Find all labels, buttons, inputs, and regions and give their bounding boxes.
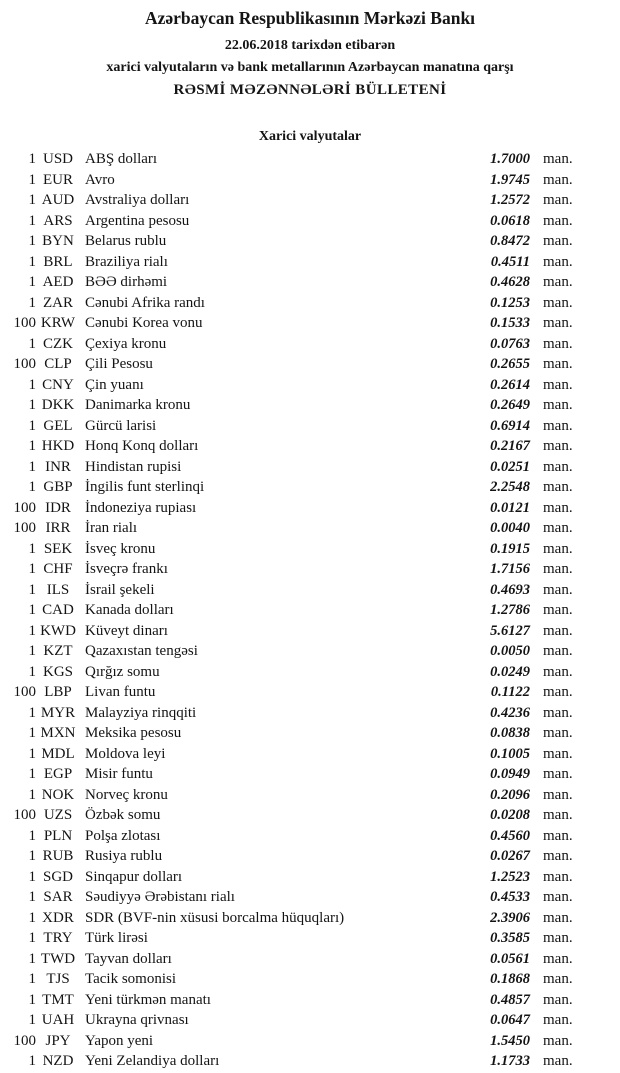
rate-value: 0.0249 xyxy=(490,663,530,680)
rate-unit-label: man. xyxy=(543,581,573,598)
currency-quantity: 100 xyxy=(13,520,36,536)
currency-row xyxy=(0,457,576,478)
currency-code: TMT xyxy=(42,991,74,1008)
currency-name: Yapon yeni xyxy=(85,1032,154,1049)
rate-unit-label: man. xyxy=(543,192,573,208)
currency-row xyxy=(0,477,576,498)
currency-name: Kanada dolları xyxy=(85,602,174,618)
rate-unit-label: man. xyxy=(543,868,573,885)
rate-unit-label: man. xyxy=(543,971,573,987)
currency-quantity: 1 xyxy=(28,786,36,803)
currency-row xyxy=(0,211,576,232)
rate-unit-label: man. xyxy=(543,356,573,372)
rate-value: 0.1253 xyxy=(490,294,530,311)
currency-name: BƏƏ dirhəmi xyxy=(85,274,168,290)
rate-unit-label: man. xyxy=(543,397,573,413)
currency-quantity: 1 xyxy=(28,643,36,659)
currency-quantity: 1 xyxy=(28,930,36,946)
currency-quantity: 1 xyxy=(28,971,36,987)
currency-code: TWD xyxy=(40,950,76,967)
currency-row xyxy=(0,518,576,539)
rate-unit-label: man. xyxy=(543,786,573,803)
bank-name-title: Azərbaycan Respublikasının Mərkəzi Bankı xyxy=(144,8,476,28)
rate-value: 1.2572 xyxy=(490,192,530,208)
rate-value: 0.3585 xyxy=(490,930,530,946)
currency-quantity: 1 xyxy=(28,274,36,290)
currency-row xyxy=(0,149,576,170)
rate-value: 0.0040 xyxy=(490,520,530,536)
currency-row xyxy=(0,785,576,806)
currency-name: Səudiyyə Ərəbistanı rialı xyxy=(85,889,235,905)
currency-row xyxy=(0,826,576,847)
rate-unit-label: man. xyxy=(543,253,573,270)
currency-quantity: 100 xyxy=(13,1032,36,1049)
rate-unit-label: man. xyxy=(543,540,573,557)
currency-row xyxy=(0,744,576,765)
currency-name: Ukrayna qrivnası xyxy=(85,1012,189,1028)
currency-code: AED xyxy=(42,274,74,290)
currency-name: Misir funtu xyxy=(85,766,153,782)
currency-quantity: 1 xyxy=(28,1012,36,1028)
rate-unit-label: man. xyxy=(543,1032,573,1049)
currency-row xyxy=(0,190,576,211)
currency-quantity: 1 xyxy=(28,151,36,167)
currency-code: RUB xyxy=(42,848,74,864)
currency-name: Çexiya kronu xyxy=(85,335,167,352)
currency-row xyxy=(0,969,576,990)
currency-row xyxy=(0,805,576,826)
rate-unit-label: man. xyxy=(543,684,573,700)
rate-unit-label: man. xyxy=(543,376,573,393)
currency-quantity: 1 xyxy=(28,909,36,926)
currency-code: ARS xyxy=(43,212,73,229)
currency-code: GEL xyxy=(43,417,73,434)
rate-value: 0.0949 xyxy=(490,766,530,782)
currency-row xyxy=(0,170,576,191)
rate-value: 0.0561 xyxy=(490,950,530,967)
currency-row xyxy=(0,395,576,416)
rate-value: 1.7000 xyxy=(490,151,530,167)
currency-name: Avstraliya dolları xyxy=(85,192,190,208)
rate-unit-label: man. xyxy=(543,950,573,967)
rate-unit-label: man. xyxy=(543,520,573,536)
rate-unit-label: man. xyxy=(543,151,573,167)
currency-code: BRL xyxy=(43,253,73,270)
rate-value: 0.4236 xyxy=(490,704,530,721)
rate-unit-label: man. xyxy=(543,602,573,618)
currency-name: Sinqapur dolları xyxy=(85,868,183,885)
currency-code: AUD xyxy=(41,192,75,208)
rate-value: 0.4693 xyxy=(490,581,530,598)
section-title-foreign-currencies: Xarici valyutalar xyxy=(258,129,362,144)
rate-unit-label: man. xyxy=(543,622,573,639)
currency-code: SGD xyxy=(42,868,73,885)
currency-quantity: 1 xyxy=(28,581,36,598)
currency-row xyxy=(0,231,576,252)
currency-quantity: 1 xyxy=(28,950,36,967)
currency-name: Tayvan dolları xyxy=(85,950,172,967)
currency-quantity: 1 xyxy=(28,868,36,885)
currency-quantity: 1 xyxy=(28,704,36,721)
currency-name: Hindistan rupisi xyxy=(85,458,182,475)
currency-code: LBP xyxy=(44,684,72,700)
rate-value: 0.4511 xyxy=(490,253,530,270)
currency-code: NOK xyxy=(41,786,75,803)
rate-unit-label: man. xyxy=(543,561,573,577)
rate-value: 1.9745 xyxy=(490,171,530,188)
currency-quantity: 1 xyxy=(28,233,36,249)
rate-unit-label: man. xyxy=(543,479,573,495)
currency-code: ZAR xyxy=(43,294,73,311)
currency-quantity: 1 xyxy=(28,294,36,311)
rate-value: 0.2649 xyxy=(490,397,530,413)
currency-name: Braziliya rialı xyxy=(85,253,168,270)
rate-value: 0.0838 xyxy=(490,725,530,741)
rate-unit-label: man. xyxy=(543,274,573,290)
currency-quantity: 100 xyxy=(13,499,36,516)
currency-quantity: 1 xyxy=(28,827,36,844)
rate-unit-label: man. xyxy=(543,1053,573,1069)
rate-value: 0.4857 xyxy=(490,991,530,1008)
rate-unit-label: man. xyxy=(543,827,573,844)
rate-unit-label: man. xyxy=(543,643,573,659)
currency-code: MDL xyxy=(41,745,75,762)
currency-name: Tacik somonisi xyxy=(85,971,177,987)
currency-code: USD xyxy=(42,151,73,167)
rate-unit-label: man. xyxy=(543,725,573,741)
currency-code: BYN xyxy=(42,233,74,249)
rate-value: 0.8472 xyxy=(490,233,530,249)
currency-quantity: 1 xyxy=(28,663,36,680)
rate-unit-label: man. xyxy=(543,766,573,782)
currency-rates-table xyxy=(0,149,620,1072)
currency-row xyxy=(0,641,576,662)
rate-unit-label: man. xyxy=(543,807,573,823)
currency-row xyxy=(0,662,576,683)
currency-code: SAR xyxy=(43,889,73,905)
rate-value: 0.2655 xyxy=(490,356,530,372)
currency-code: CAD xyxy=(42,602,74,618)
currency-row xyxy=(0,990,576,1011)
currency-quantity: 1 xyxy=(28,1053,36,1069)
currency-code: UAH xyxy=(41,1012,75,1028)
currency-row xyxy=(0,293,576,314)
rate-unit-label: man. xyxy=(543,745,573,762)
rate-value: 0.1533 xyxy=(490,315,530,331)
rate-value: 0.4628 xyxy=(490,274,530,290)
currency-name: Belarus rublu xyxy=(85,233,167,249)
rate-unit-label: man. xyxy=(543,704,573,721)
currency-name: Qazaxıstan tengəsi xyxy=(85,643,198,659)
currency-name: İsrail şekeli xyxy=(85,581,155,598)
currency-quantity: 1 xyxy=(28,253,36,270)
currency-quantity: 1 xyxy=(28,479,36,495)
currency-row xyxy=(0,1051,576,1072)
currency-name: Türk lirəsi xyxy=(85,930,148,946)
currency-code: TJS xyxy=(46,971,70,987)
rate-value: 0.4533 xyxy=(490,889,530,905)
rate-unit-label: man. xyxy=(543,212,573,229)
currency-name: İsveç kronu xyxy=(85,540,156,557)
currency-code: HKD xyxy=(41,438,75,454)
bulletin-subtitle: xarici valyutaların və bank metallarının Azərbaycan manatına qarşı xyxy=(106,60,514,75)
rate-unit-label: man. xyxy=(543,663,573,680)
bulletin-title: RƏSMİ MƏZƏNNƏLƏRİ BÜLLETENİ xyxy=(173,82,447,98)
rate-unit-label: man. xyxy=(543,848,573,864)
currency-name: SDR (BVF-nin xüsusi borcalma hüquqları) xyxy=(85,909,345,926)
rate-value: 0.2614 xyxy=(490,376,530,393)
rate-value: 0.1915 xyxy=(490,540,530,557)
currency-quantity: 1 xyxy=(28,745,36,762)
currency-row xyxy=(0,559,576,580)
currency-code: NZD xyxy=(42,1053,74,1069)
currency-code: CLP xyxy=(44,356,72,372)
currency-row xyxy=(0,949,576,970)
currency-row xyxy=(0,539,576,560)
currency-name: Yeni Zelandiya dolları xyxy=(85,1053,220,1069)
currency-name: Argentina pesosu xyxy=(85,212,190,229)
currency-code: KZT xyxy=(43,643,73,659)
currency-quantity: 1 xyxy=(28,417,36,434)
currency-name: Avro xyxy=(85,171,115,188)
rate-value: 5.6127 xyxy=(490,622,530,639)
currency-quantity: 1 xyxy=(28,458,36,475)
currency-code: INR xyxy=(45,458,71,475)
currency-quantity: 1 xyxy=(28,991,36,1008)
currency-row xyxy=(0,682,576,703)
currency-row xyxy=(0,1031,576,1052)
rate-value: 0.0647 xyxy=(490,1012,530,1028)
rate-unit-label: man. xyxy=(543,499,573,516)
currency-name: ABŞ dolları xyxy=(85,151,158,167)
currency-row xyxy=(0,354,576,375)
currency-name: Gürcü larisi xyxy=(85,417,157,434)
currency-name: İndoneziya rupiası xyxy=(85,499,197,516)
currency-row xyxy=(0,313,576,334)
currency-code: IRR xyxy=(45,520,71,536)
rate-value: 0.2096 xyxy=(490,786,530,803)
rate-value: 0.0618 xyxy=(490,212,530,229)
currency-code: UZS xyxy=(43,807,73,823)
rate-value: 1.2523 xyxy=(490,868,530,885)
currency-code: EGP xyxy=(43,766,73,782)
rate-unit-label: man. xyxy=(543,438,573,454)
currency-name: Rusiya rublu xyxy=(85,848,163,864)
currency-name: Norveç kronu xyxy=(85,786,168,803)
currency-row xyxy=(0,723,576,744)
currency-name: Yeni türkmən manatı xyxy=(85,991,211,1008)
currency-quantity: 1 xyxy=(28,212,36,229)
currency-row xyxy=(0,867,576,888)
rate-value: 0.0251 xyxy=(490,458,530,475)
currency-name: Livan funtu xyxy=(85,684,156,700)
currency-row xyxy=(0,416,576,437)
currency-code: SEK xyxy=(43,540,73,557)
currency-code: TRY xyxy=(43,930,73,946)
currency-quantity: 1 xyxy=(28,397,36,413)
currency-name: Danimarka kronu xyxy=(85,397,191,413)
currency-name: İngilis funt sterlinqi xyxy=(85,479,205,495)
currency-quantity: 1 xyxy=(28,335,36,352)
currency-row xyxy=(0,846,576,867)
currency-name: Meksika pesosu xyxy=(85,725,182,741)
currency-row xyxy=(0,272,576,293)
rate-unit-label: man. xyxy=(543,171,573,188)
rate-value: 0.2167 xyxy=(490,438,530,454)
effective-date-line: 22.06.2018 tarixdən etibarən xyxy=(224,38,396,53)
currency-quantity: 1 xyxy=(28,438,36,454)
currency-quantity: 1 xyxy=(28,848,36,864)
rate-value: 0.1122 xyxy=(490,684,530,700)
currency-quantity: 100 xyxy=(13,315,36,331)
currency-name: İsveçrə frankı xyxy=(85,561,168,577)
currency-row xyxy=(0,887,576,908)
rate-unit-label: man. xyxy=(543,991,573,1008)
rate-unit-label: man. xyxy=(543,889,573,905)
currency-quantity: 1 xyxy=(28,171,36,188)
currency-quantity: 1 xyxy=(28,192,36,208)
rate-unit-label: man. xyxy=(543,315,573,331)
rate-value: 2.3906 xyxy=(490,909,530,926)
currency-quantity: 1 xyxy=(28,561,36,577)
rate-value: 0.4560 xyxy=(490,827,530,844)
currency-code: DKK xyxy=(41,397,75,413)
rate-unit-label: man. xyxy=(543,335,573,352)
currency-code: MYR xyxy=(40,704,76,721)
currency-row xyxy=(0,621,576,642)
rate-value: 0.1868 xyxy=(490,971,530,987)
rate-unit-label: man. xyxy=(543,417,573,434)
rate-value: 0.6914 xyxy=(490,417,530,434)
rate-value: 0.0050 xyxy=(490,643,530,659)
currency-quantity: 1 xyxy=(28,376,36,393)
rate-value: 1.1733 xyxy=(490,1053,530,1069)
currency-row xyxy=(0,252,576,273)
currency-name: Honq Konq dolları xyxy=(85,438,199,454)
currency-code: IDR xyxy=(45,499,71,516)
currency-code: MXN xyxy=(40,725,76,741)
currency-name: Cənubi Korea vonu xyxy=(85,315,203,331)
currency-code: CNY xyxy=(42,376,74,393)
currency-code: CZK xyxy=(43,335,73,352)
rate-unit-label: man. xyxy=(543,233,573,249)
currency-quantity: 100 xyxy=(13,807,36,823)
currency-code: KRW xyxy=(40,315,76,331)
currency-row xyxy=(0,498,576,519)
currency-row xyxy=(0,1010,576,1031)
currency-row xyxy=(0,600,576,621)
rate-value: 0.0208 xyxy=(490,807,530,823)
currency-code: EUR xyxy=(43,171,73,188)
currency-row xyxy=(0,908,576,929)
currency-code: ILS xyxy=(46,581,70,598)
currency-code: XDR xyxy=(42,909,74,926)
rate-value: 1.7156 xyxy=(490,561,530,577)
currency-quantity: 1 xyxy=(28,725,36,741)
currency-quantity: 1 xyxy=(28,889,36,905)
rate-unit-label: man. xyxy=(543,909,573,926)
currency-row xyxy=(0,436,576,457)
currency-quantity: 1 xyxy=(28,622,36,639)
currency-quantity: 1 xyxy=(28,766,36,782)
currency-name: İran rialı xyxy=(85,520,138,536)
rate-value: 1.2786 xyxy=(490,602,530,618)
currency-name: Küveyt dinarı xyxy=(85,622,168,639)
rate-value: 1.5450 xyxy=(490,1032,530,1049)
currency-quantity: 1 xyxy=(28,602,36,618)
currency-row xyxy=(0,580,576,601)
currency-code: CHF xyxy=(43,561,73,577)
rate-unit-label: man. xyxy=(543,930,573,946)
currency-name: Qırğız somu xyxy=(85,663,160,680)
currency-row xyxy=(0,928,576,949)
currency-row xyxy=(0,375,576,396)
currency-name: Çili Pesosu xyxy=(85,356,153,372)
currency-row xyxy=(0,334,576,355)
rate-value: 0.0267 xyxy=(490,848,530,864)
rate-value: 0.0763 xyxy=(490,335,530,352)
currency-code: JPY xyxy=(45,1032,71,1049)
currency-name: Cənubi Afrika randı xyxy=(85,294,205,311)
rate-value: 0.1005 xyxy=(490,745,530,762)
currency-name: Çin yuanı xyxy=(85,376,144,393)
currency-quantity: 100 xyxy=(13,684,36,700)
rate-value: 0.0121 xyxy=(490,499,530,516)
currency-code: GBP xyxy=(43,479,73,495)
currency-name: Özbək somu xyxy=(85,807,161,823)
currency-name: Polşa zlotası xyxy=(85,827,161,844)
rate-value: 2.2548 xyxy=(490,479,530,495)
rate-unit-label: man. xyxy=(543,458,573,475)
rate-unit-label: man. xyxy=(543,1012,573,1028)
rate-unit-label: man. xyxy=(543,294,573,311)
currency-code: KWD xyxy=(40,622,76,639)
currency-code: PLN xyxy=(43,827,73,844)
currency-row xyxy=(0,764,576,785)
bulletin-header xyxy=(0,0,620,99)
currency-code: KGS xyxy=(42,663,73,680)
currency-name: Malayziya rinqqiti xyxy=(85,704,197,721)
currency-quantity: 100 xyxy=(13,356,36,372)
currency-row xyxy=(0,703,576,724)
currency-quantity: 1 xyxy=(28,540,36,557)
currency-name: Moldova leyi xyxy=(85,745,166,762)
